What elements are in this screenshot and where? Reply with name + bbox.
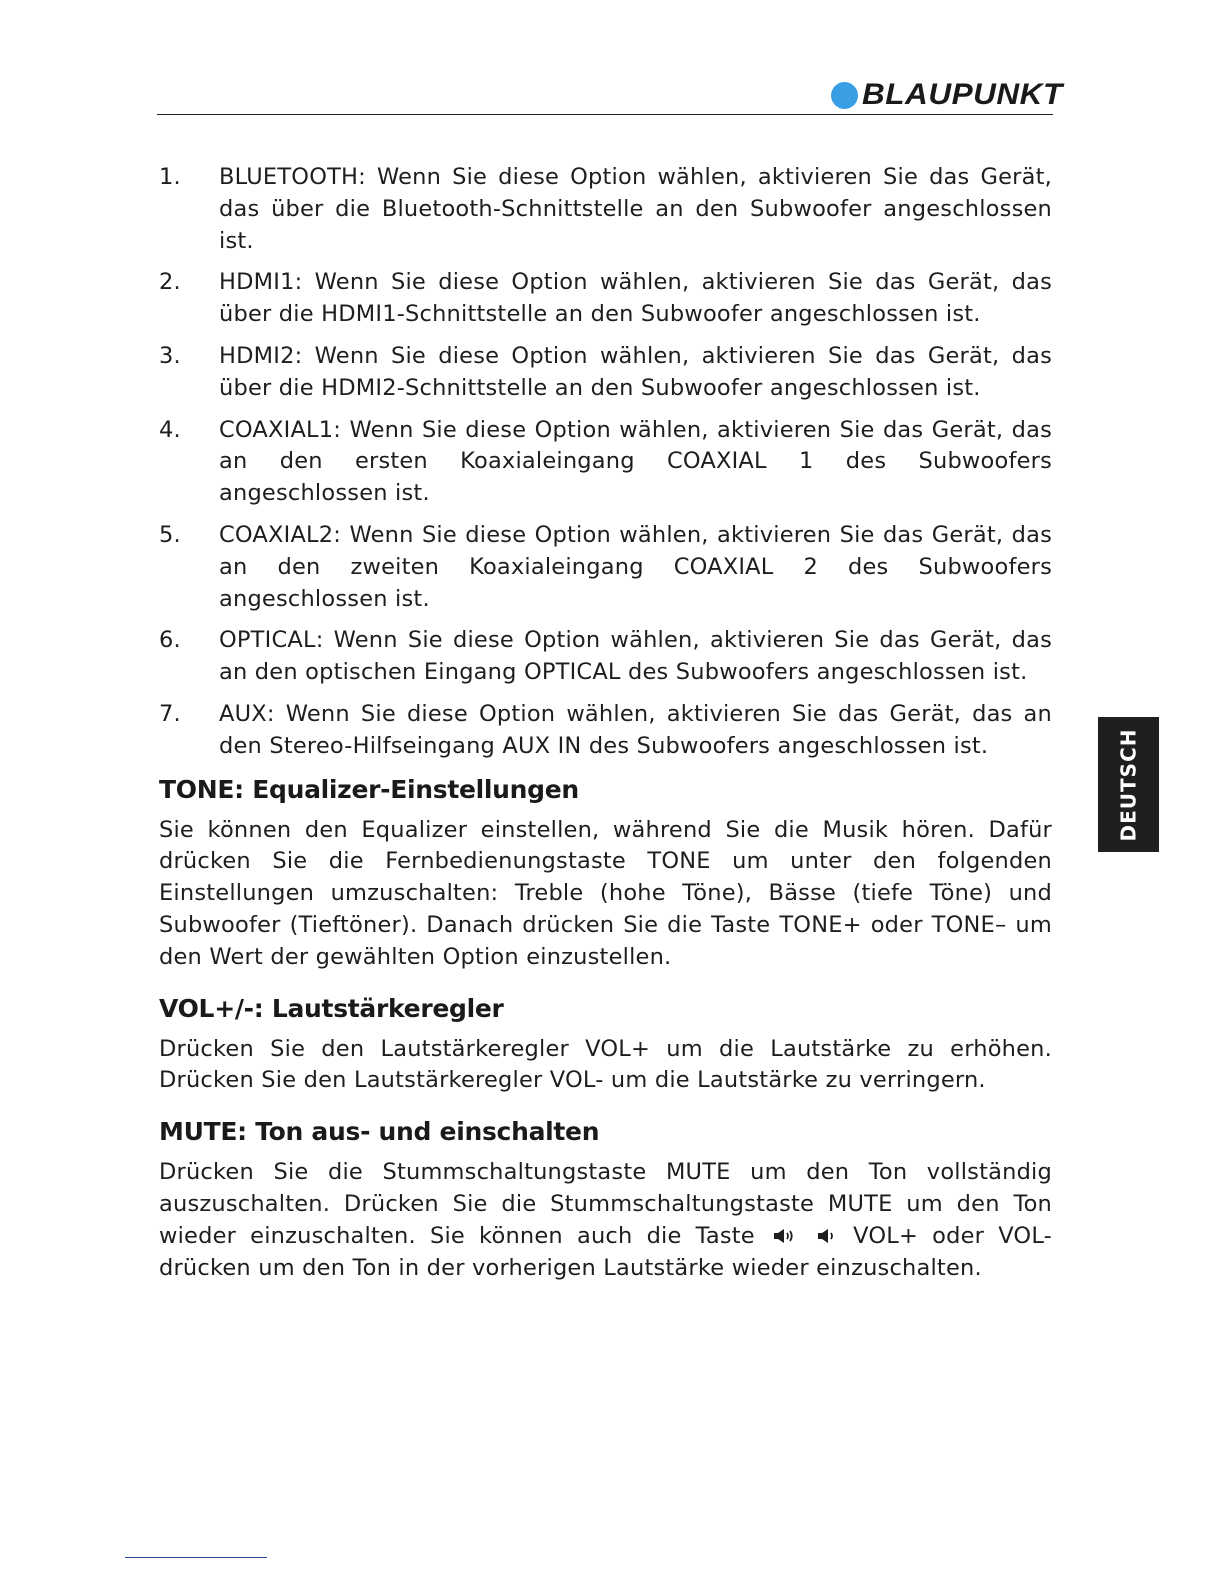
list-item-number: 3.	[159, 342, 181, 369]
mute-text-before: Drücken Sie die Stummschaltungstaste MUTE um den Ton vollständig auszuschalten. Drücken Sie die Stummschaltungstaste MUTE um den Ton wieder einzuschalten. Sie können auch die Taste	[159, 1159, 1052, 1249]
list-item	[159, 162, 1052, 257]
list-item	[159, 415, 1052, 510]
list-item-number: 6.	[159, 627, 181, 654]
list-item-number: 7.	[159, 700, 181, 727]
mute-section	[159, 1115, 1052, 1284]
list-item-text: COAXIAL2: Wenn Sie diese Option wählen, aktivieren Sie das Gerät, das an den zweiten Koaxialeingang COAXIAL 2 des Subwoofers angeschlossen ist.	[219, 521, 1052, 612]
mute-text-after: VOL+ oder VOL- drücken um den Ton in der vorherigen Lautstärke wieder einzuschalten.	[159, 1222, 1052, 1281]
page-header	[157, 74, 1063, 116]
tone-heading: TONE: Equalizer-Einstellungen	[159, 774, 579, 804]
mute-paragraph	[159, 1157, 1052, 1284]
tone-paragraph: Sie können den Equalizer einstellen, während Sie die Musik hören. Dafür drücken Sie die Fernbedienungstaste TONE um unter den folgenden Einstellungen umzuschalten: Treble (hohe Töne), Bässe (tiefe Töne) und Subwoofer (Tieftöner). Danach drücken Sie die Taste TONE+ oder TONE– um den Wert der gewählten Option einzustellen.	[159, 816, 1052, 970]
list-item	[159, 520, 1052, 615]
tone-section	[159, 773, 1052, 974]
logo-dot-icon	[831, 82, 858, 109]
list-item	[159, 267, 1052, 331]
list-item-number: 2.	[159, 269, 181, 296]
list-item-text: OPTICAL: Wenn Sie diese Option wählen, aktivieren Sie das Gerät, das an den optischen Eingang OPTICAL des Subwoofers angeschlossen ist.	[219, 627, 1052, 686]
brand-name: BLAUPUNKT	[861, 78, 1063, 111]
header-divider	[157, 114, 1053, 115]
language-tab-label: DEUTSCH	[1116, 728, 1141, 841]
volume-heading: VOL+/-: Lautstärkeregler	[159, 993, 504, 1023]
list-item-text: BLUETOOTH: Wenn Sie diese Option wählen, aktivieren Sie das Gerät, das über die Bluetooth-Schnittstelle an den Subwoofer angeschlossen ist.	[219, 164, 1052, 254]
list-item	[159, 699, 1052, 763]
list-item-text: AUX: Wenn Sie diese Option wählen, aktivieren Sie das Gerät, das an den Stereo-Hilfseingang AUX IN des Subwoofers angeschlossen ist.	[219, 700, 1052, 759]
list-item-number: 1.	[159, 164, 181, 190]
input-options-list	[159, 162, 1052, 763]
volume-section	[159, 992, 1052, 1098]
list-item-text: COAXIAL1: Wenn Sie diese Option wählen, aktivieren Sie das Gerät, das an den ersten Koaxialeingang COAXIAL 1 des Subwoofers angeschlossen ist.	[219, 416, 1052, 507]
list-item-text: HDMI1: Wenn Sie diese Option wählen, aktivieren Sie das Gerät, das über die HDMI1-Schnittstelle an den Subwoofer angeschlossen ist.	[219, 269, 1052, 328]
speaker-loud-icon	[773, 1228, 795, 1244]
brand-logo	[831, 78, 1063, 112]
list-item	[159, 341, 1052, 405]
page-content	[159, 162, 1052, 1284]
list-item-number: 4.	[159, 416, 181, 443]
list-item-text: HDMI2: Wenn Sie diese Option wählen, aktivieren Sie das Gerät, das über die HDMI2-Schnittstelle an den Subwoofer angeschlossen ist.	[219, 342, 1052, 401]
list-item	[159, 625, 1052, 689]
list-item-number: 5.	[159, 521, 181, 548]
volume-paragraph: Drücken Sie den Lautstärkeregler VOL+ um die Lautstärke zu erhöhen. Drücken Sie den Lautstärkeregler VOL- um die Lautstärke zu verringern.	[159, 1035, 1052, 1094]
mute-heading: MUTE: Ton aus- und einschalten	[159, 1117, 600, 1147]
footer-link-line	[125, 1557, 267, 1558]
language-tab	[1098, 717, 1159, 852]
speaker-quiet-icon	[817, 1228, 835, 1244]
